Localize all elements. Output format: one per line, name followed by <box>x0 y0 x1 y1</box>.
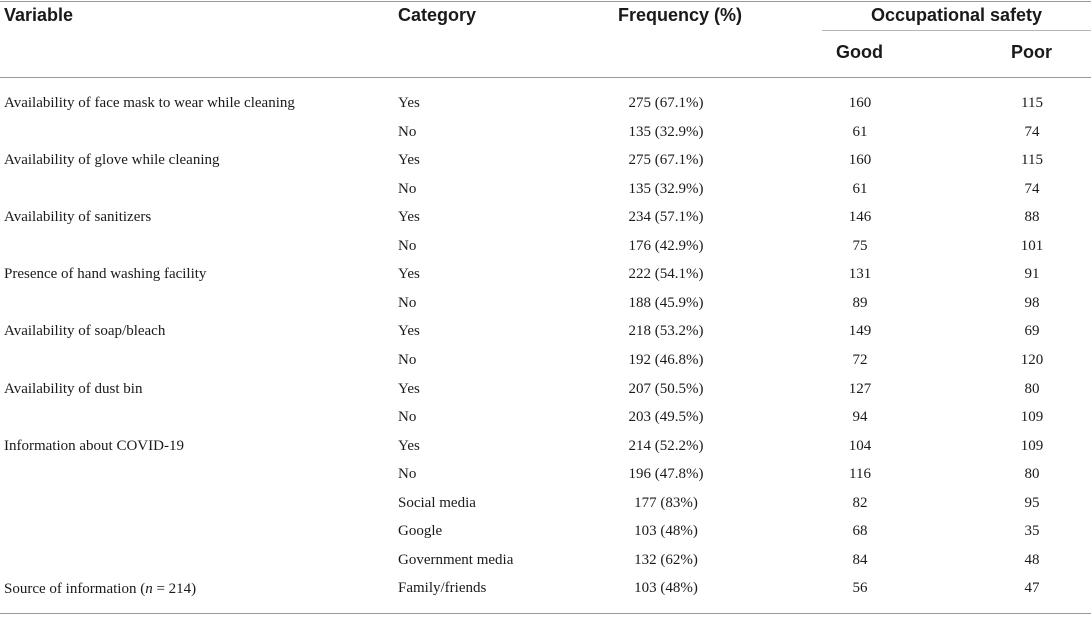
row-poor: 88 <box>1024 209 1040 225</box>
row-category: Yes <box>398 152 420 168</box>
row-frequency: 103 (48%) <box>634 523 698 539</box>
row-category: Yes <box>398 438 420 454</box>
row-category: Family/friends <box>398 580 487 596</box>
row-good: 61 <box>852 124 868 140</box>
row-frequency: 192 (46.8%) <box>628 352 704 368</box>
row-category: No <box>398 124 417 140</box>
header-rule <box>0 77 1091 78</box>
row-good: 146 <box>848 209 872 225</box>
row-variable: Availability of glove while cleaning <box>4 152 220 168</box>
row-good: 82 <box>852 495 868 511</box>
row-poor: 98 <box>1024 295 1040 311</box>
row-frequency: 196 (47.8%) <box>628 466 704 482</box>
row-frequency: 103 (48%) <box>634 580 698 596</box>
row-good: 61 <box>852 181 868 197</box>
header-category: Category <box>398 5 477 25</box>
header-sub-rule <box>822 30 1091 31</box>
row-good: 68 <box>852 523 868 539</box>
row-poor: 95 <box>1024 495 1040 511</box>
row-good: 94 <box>852 409 868 425</box>
row-frequency: 207 (50.5%) <box>628 381 704 397</box>
row-frequency: 177 (83%) <box>634 495 698 511</box>
row-poor: 69 <box>1024 323 1040 339</box>
header-frequency: Frequency (%) <box>618 5 743 25</box>
row-category: Yes <box>398 323 420 339</box>
row-poor: 115 <box>1021 152 1043 168</box>
row-good: 75 <box>852 238 868 254</box>
row-variable: Presence of hand washing facility <box>4 266 207 282</box>
header-good: Good <box>836 42 883 62</box>
row-category: Yes <box>398 381 420 397</box>
row-frequency: 222 (54.1%) <box>628 266 704 282</box>
row-good: 149 <box>848 323 872 339</box>
row-good: 104 <box>848 438 872 454</box>
row-frequency: 188 (45.9%) <box>628 295 704 311</box>
row-frequency: 203 (49.5%) <box>628 409 704 425</box>
row-variable: Availability of dust bin <box>4 381 143 397</box>
row-poor: 91 <box>1024 266 1040 282</box>
row-category: No <box>398 295 417 311</box>
row-poor: 74 <box>1024 124 1040 140</box>
header-variable: Variable <box>4 5 74 25</box>
row-frequency: 135 (32.9%) <box>628 124 704 140</box>
row-good: 89 <box>852 295 868 311</box>
row-good: 127 <box>848 381 872 397</box>
row-category: Government media <box>398 552 514 568</box>
row-poor: 120 <box>1020 352 1044 368</box>
row-frequency: 275 (67.1%) <box>628 95 704 111</box>
row-category: Yes <box>398 209 420 225</box>
row-good: 56 <box>852 580 868 596</box>
row-category: No <box>398 409 417 425</box>
row-poor: 48 <box>1024 552 1040 568</box>
row-poor: 101 <box>1020 238 1044 254</box>
source-of-information-label <box>4 580 196 598</box>
row-good: 160 <box>848 152 872 168</box>
row-category: Social media <box>398 495 476 511</box>
row-good: 131 <box>848 266 872 282</box>
row-category: Yes <box>398 95 420 111</box>
source-label-suffix: = 214) <box>152 581 197 597</box>
header-poor: Poor <box>1011 42 1053 62</box>
row-variable: Availability of soap/bleach <box>4 323 166 339</box>
row-good: 72 <box>852 352 868 368</box>
row-good: 116 <box>849 466 871 482</box>
row-poor: 74 <box>1024 181 1040 197</box>
row-variable: Availability of sanitizers <box>4 209 152 225</box>
row-category: Google <box>398 523 443 539</box>
row-good: 84 <box>852 552 868 568</box>
row-poor: 109 <box>1020 438 1044 454</box>
top-rule <box>0 1 1091 2</box>
row-frequency: 218 (53.2%) <box>628 323 704 339</box>
row-poor: 80 <box>1024 466 1040 482</box>
row-poor: 35 <box>1024 523 1040 539</box>
row-poor: 115 <box>1021 95 1043 111</box>
row-category: No <box>398 352 417 368</box>
header-occupational-safety: Occupational safety <box>871 5 1043 25</box>
source-label-prefix: Source of information ( <box>4 581 146 597</box>
row-variable: Information about COVID-19 <box>4 438 184 454</box>
row-frequency: 135 (32.9%) <box>628 181 704 197</box>
row-category: No <box>398 238 417 254</box>
row-good: 160 <box>848 95 872 111</box>
row-category: No <box>398 181 417 197</box>
row-frequency: 275 (67.1%) <box>628 152 704 168</box>
row-category: No <box>398 466 417 482</box>
bottom-rule <box>0 613 1091 614</box>
row-frequency: 132 (62%) <box>634 552 698 568</box>
row-frequency: 214 (52.2%) <box>628 438 704 454</box>
row-frequency: 176 (42.9%) <box>628 238 704 254</box>
source-label-n: n <box>145 581 153 597</box>
row-poor: 47 <box>1024 580 1040 596</box>
row-poor: 109 <box>1020 409 1044 425</box>
row-variable: Availability of face mask to wear while cleaning <box>4 95 295 111</box>
row-poor: 80 <box>1024 381 1040 397</box>
row-category: Yes <box>398 266 420 282</box>
row-frequency: 234 (57.1%) <box>628 209 704 225</box>
